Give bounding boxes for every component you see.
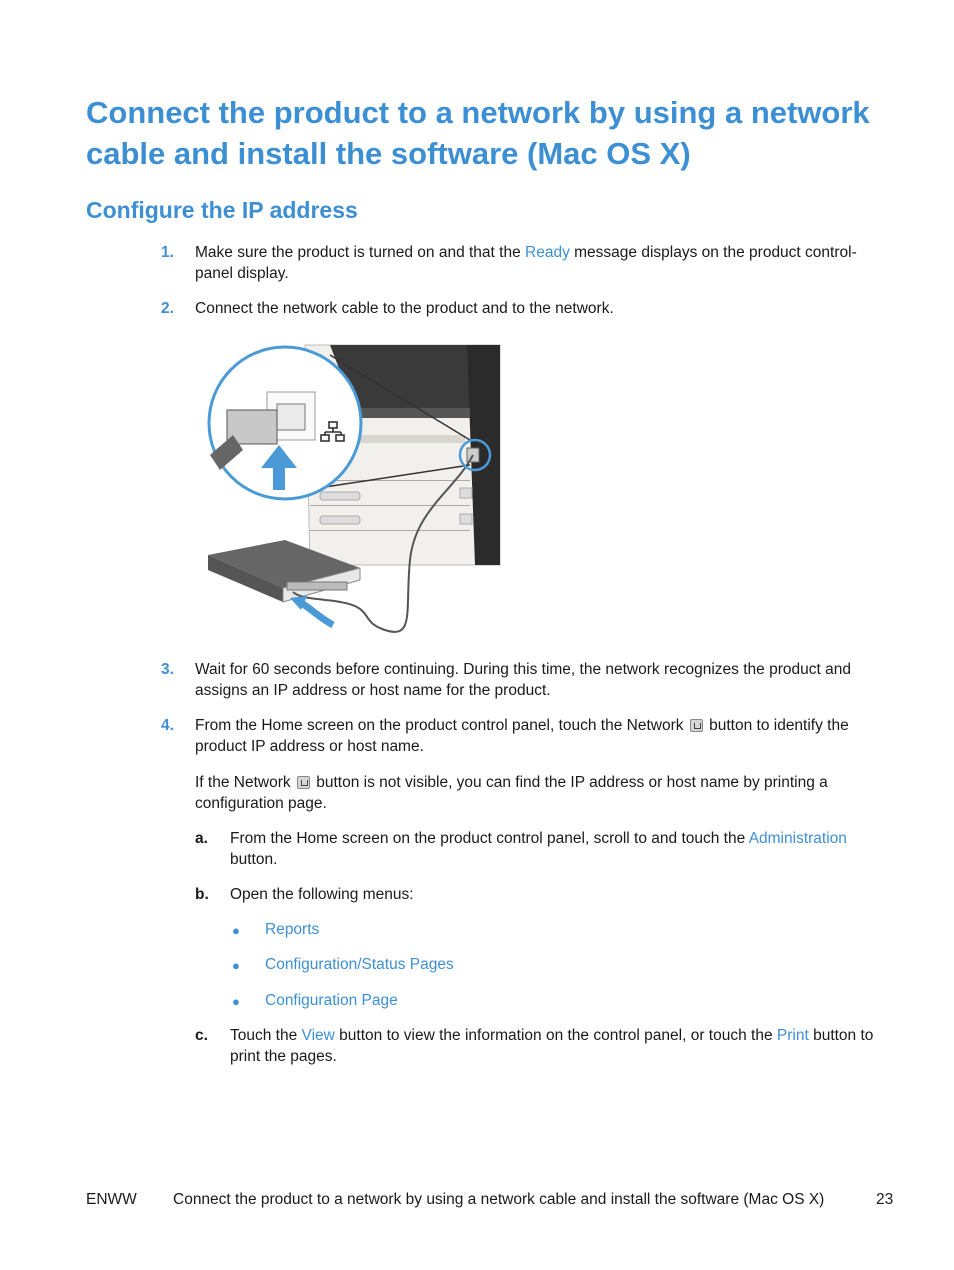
substep-a-label: a. xyxy=(195,830,208,847)
step-3-number: 3. xyxy=(161,661,174,678)
step-4-note: If the Network button is not visible, you can find the IP address or host name by printing a configuration page. xyxy=(195,774,828,812)
network-button-icon xyxy=(297,776,310,789)
step-1-text: Make sure the product is turned on and that the Ready message displays on the product control-panel display. xyxy=(195,244,857,282)
administration-link: Administration xyxy=(748,830,847,847)
substep-a-text: From the Home screen on the product control panel, scroll to and touch the Administration button. xyxy=(230,830,847,868)
substep-c-label: c. xyxy=(195,1027,208,1044)
page-number: 23 xyxy=(876,1191,894,1208)
substep-b-text: Open the following menus: xyxy=(230,886,414,903)
step-4-number: 4. xyxy=(161,717,174,734)
bullet-icon: ● xyxy=(232,923,240,938)
bullet-icon: ● xyxy=(232,958,240,973)
step-3-text: Wait for 60 seconds before continuing. During this time, the network recognizes the product and assigns an IP address or host name for the product. xyxy=(195,661,851,699)
menu-item-configuration-status-pages: Configuration/Status Pages xyxy=(265,956,454,973)
step-4-text: From the Home screen on the product control panel, touch the Network button to identify the product IP address or host name. xyxy=(195,717,849,755)
substep-c-text: Touch the View button to view the information on the control panel, or touch the Print button to print the pages. xyxy=(230,1027,874,1065)
network-button-icon xyxy=(690,719,703,732)
network-cable-illustration xyxy=(205,340,505,640)
bullet-icon: ● xyxy=(232,994,240,1009)
view-link: View xyxy=(301,1027,335,1044)
menu-item-reports: Reports xyxy=(265,921,320,938)
step-2-text: Connect the network cable to the product and to the network. xyxy=(195,300,614,317)
footer-title: Connect the product to a network by using a network cable and install the software (Mac OS X) xyxy=(173,1191,825,1208)
step-1-number: 1. xyxy=(161,244,174,261)
ready-message-link: Ready xyxy=(525,244,570,261)
print-link: Print xyxy=(776,1027,809,1044)
section-heading: Configure the IP address xyxy=(86,197,358,223)
page-heading: Connect the product to a network by using a network cable and install the software (Mac OS X) xyxy=(86,95,870,171)
router-arrow-icon xyxy=(300,602,333,625)
substep-b-label: b. xyxy=(195,886,209,903)
step-2-number: 2. xyxy=(161,300,174,317)
menu-item-configuration-page: Configuration Page xyxy=(265,992,398,1009)
footer-left: ENWW xyxy=(86,1191,137,1208)
